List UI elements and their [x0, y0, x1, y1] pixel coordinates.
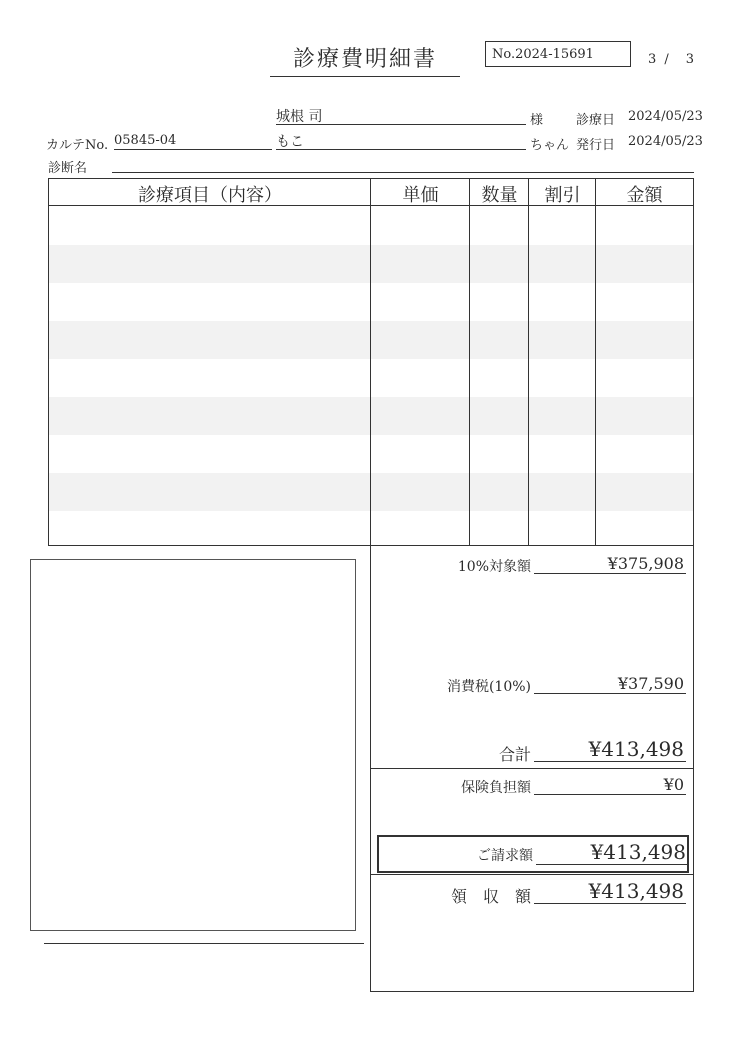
diagnosis-label: 診断名 — [48, 161, 88, 176]
karte-number: 05845-04 — [114, 133, 177, 148]
owner-name-field — [276, 106, 526, 125]
table-row-stripe — [49, 473, 693, 511]
column-divider — [595, 179, 596, 545]
visit-date: 2024/05/23 — [628, 109, 703, 124]
received-value: ¥413,498 — [534, 879, 686, 904]
karte-label: カルテNo. — [46, 138, 109, 153]
visit-date-label: 診療日 — [576, 113, 616, 128]
header-unit-price: 単価 — [402, 185, 439, 206]
table-row-stripe — [49, 321, 693, 359]
issue-date-label: 発行日 — [576, 138, 616, 153]
taxable-amount-label: 10%対象額 — [457, 559, 531, 575]
table-row-stripe — [49, 397, 693, 435]
diagnosis-field — [112, 156, 694, 173]
summary-divider — [371, 874, 693, 875]
total-value: ¥413,498 — [534, 737, 686, 762]
memo-box — [30, 559, 356, 931]
header-item: 診療項目（内容） — [138, 185, 282, 206]
items-table — [48, 178, 694, 546]
owner-suffix: 様 — [530, 113, 544, 128]
karte-number-field — [114, 133, 272, 150]
pet-name-field — [276, 131, 526, 150]
summary-panel — [370, 546, 694, 992]
received-label: 領 収 額 — [450, 887, 531, 906]
page-indicator: 3 / 3 — [648, 52, 697, 67]
column-divider — [469, 179, 470, 545]
total-label: 合計 — [498, 745, 531, 764]
tax-label: 消費税(10%) — [446, 679, 531, 695]
tax-value: ¥37,590 — [534, 674, 686, 694]
document-number: No.2024-15691 — [485, 41, 631, 67]
insurance-value: ¥0 — [534, 775, 686, 795]
header-amount: 金額 — [626, 185, 663, 206]
header-quantity: 数量 — [481, 185, 518, 206]
document-title: 診療費明細書 — [270, 42, 460, 77]
issue-date: 2024/05/23 — [628, 134, 703, 149]
pet-suffix: ちゃん — [530, 138, 570, 153]
request-amount-box — [377, 835, 689, 873]
insurance-label: 保険負担額 — [461, 780, 531, 796]
table-header — [49, 179, 693, 206]
column-divider — [370, 179, 371, 545]
table-row-stripe — [49, 245, 693, 283]
taxable-amount-value: ¥375,908 — [534, 554, 686, 574]
pet-name: もこ — [276, 134, 304, 150]
header-discount: 割引 — [544, 185, 581, 206]
owner-name: 城根 司 — [276, 109, 323, 125]
column-divider — [528, 179, 529, 545]
request-label: ご請求額 — [477, 848, 533, 864]
summary-divider — [371, 768, 693, 769]
request-value: ¥413,498 — [536, 840, 688, 865]
memo-underline — [44, 943, 364, 944]
